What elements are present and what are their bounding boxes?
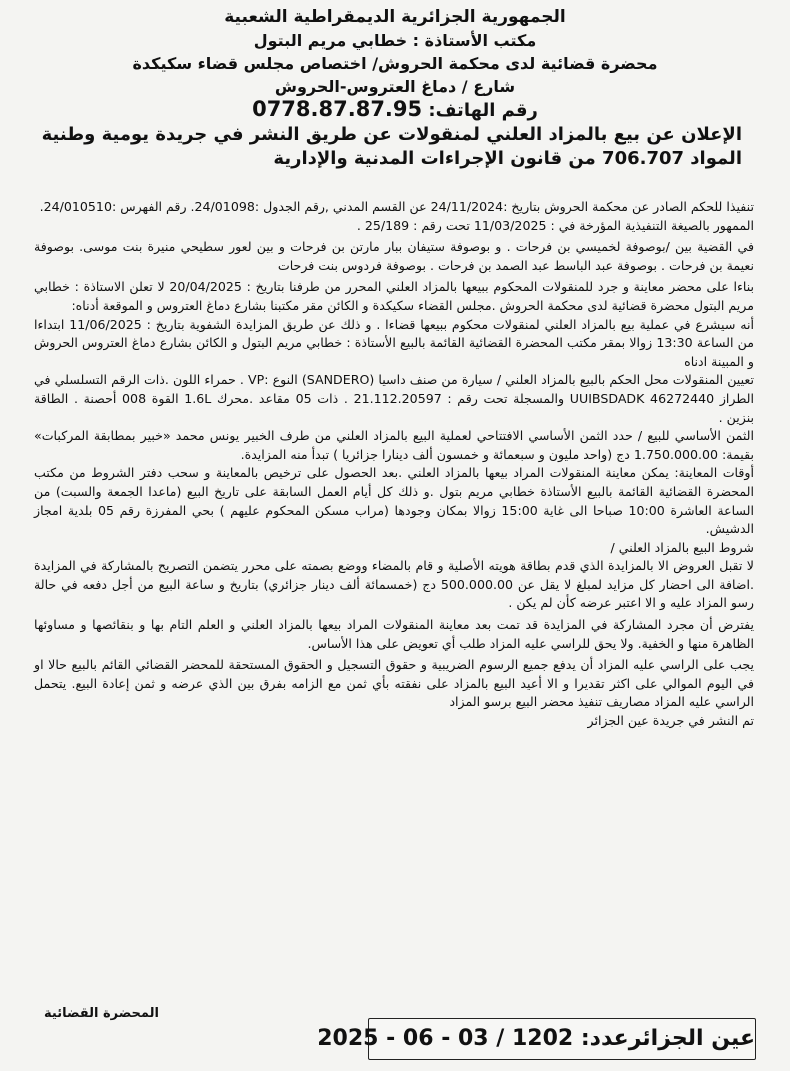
paragraph-parties: في القضية بين /بوصوفة لخميسي بن فرحات . و بوصوفة ستيفان ببار مارتن بن فرحات و بين لعور سطيحي منيرة بنت موسى. بوصوفة نعيمة بن فرحات . بوصوفة عبد الباسط عبد الصمد بن فرحات . بوصوفة فردوس بنت فرحات xyxy=(34,239,754,273)
bailiff-signature: المحضرة القضائية xyxy=(44,1006,159,1021)
notice-body xyxy=(34,198,754,731)
street-address: شارع / دماغ العتروس-الحروش xyxy=(274,77,516,96)
paragraph-vehicle: تعيين المنقولات محل الحكم بالبيع بالمزاد العلني / سيارة من صنف داسيا (SANDERO) النوع :VP . حمراء اللون .ذات الرقم التسلسلي في الطراز UUIBSDADK 46272440 والمسجلة تحت رقم : 21.112.20597 . ذات 05 مقاعد .محرك 1.6L القوة 008 أحصنة . الطاقة بنزين . xyxy=(34,372,755,425)
notice-header xyxy=(0,0,790,122)
paragraph-fees: يجب على الراسي عليه المزاد أن يدفع جميع الرسوم الضريبية و حقوق التسجيل و الحقوق المستحقة للمحضر القضائي القائم بالبيع حالا او في اليوم الموالي على اكثر تقديرا و الا أعيد البيع بالمزاد على نفقته بأي ثمن مع الزامه بفرق بين الذي عرضه و ثمن إعادة البيع. يتحمل الراسي عليه المزاد مصاريف تنفيذ محضر البيع برسو المزاد xyxy=(34,657,754,710)
paragraph-conditions-heading: شروط البيع بالمزاد العلني / xyxy=(610,539,754,555)
paragraph-bids: لا تقبل العروض الا بالمزايدة الذي قدم بطاقة هويته الأصلية و قام بالمضاء ووضع بصمته على محرر يتضمن التصريح بالمشاركة في المزايدة .اضافة الى احضار كل مزايد لمبلغ لا يقل عن 500.000.00 دج (خمسمائة ألف دينار جزائري) بتاريخ و ساعة البيع من أجل دفعه في حالة رسو المزاد عليه و الا اعتبر عرضه كأن لم يكن . xyxy=(34,558,755,611)
paragraph-publication: تم النشر في جريدة عين الجزائر xyxy=(587,713,754,729)
republic-name: الجمهورية الجزائرية الديمقراطية الشعبية xyxy=(224,7,566,27)
notice-title: الإعلان عن بيع بالمزاد العلني لمنقولات عن طريق النشر في جريدة يومية وطنية xyxy=(41,124,742,145)
phone-line xyxy=(0,98,790,122)
paragraph-judgment: تنفيذا للحكم الصادر عن محكمة الحروش بتاريخ :24/11/2024 عن القسم المدني ,رقم الجدول :24/01098. رقم الفهرس :24/010510. xyxy=(39,199,754,214)
office-name: مكتب الأستاذة : خطابي مريم البتول xyxy=(253,31,537,50)
notice-subtitle: المواد 706.707 من قانون الإجراءات المدنية والإدارية xyxy=(273,148,742,169)
paragraph-inspection: أوقات المعاينة: يمكن معاينة المنقولات المراد بيعها بالمزاد العلني .بعد الحصول على ترخيص بالمعاينة و سحب دفتر الشروط من مكتب المحضرة القضائية القائمة بالبيع الأستاذة خطابي مريم بتول .و ذلك كل أيام العمل السابقة على تاريخ البيع (ماعدا الجمعة والسبت) من الساعة العاشرة 10:00 صباحا الى غاية 15:00 زوالا بمكان وجودها (مراب مسكن المحكوم عليهم ) بحي المفرزة رقم 05 بلدية امجاز الدشيش. xyxy=(34,465,754,537)
paragraph-executory: الممهور بالصيغة التنفيذية المؤرخة في : 11/03/2025 تحت رقم : 25/189 . xyxy=(356,217,754,233)
paragraph-base-price: الثمن الأساسي للبيع / حدد الثمن الأساسي الافتتاحي لعملية البيع بالمزاد العلني من طرف الخبير يونس محمد «خبير بمطابقة المركبات» بقيمة: 1.750.000.00 دج (واحد مليون و سبعمائة و خمسون ألف دينارا جزائريا ) تبدأ منه المزايدة. xyxy=(34,428,754,462)
paragraph-inventory: بناءا على محضر معاينة و جرد للمنقولات المحكوم ببيعها بالمزاد العلني المحرر من طرفنا بتاريخ : 20/04/2025 لا تعلن الاستاذة : خطابي مريم البتول محضرة قضائية لدى محكمة الحروش .مجلس القضاء سكيكدة و الكائن مقر مكتبنا بشارع دماغ العتروس و الموقعة أدناه: xyxy=(34,279,755,313)
paragraph-participation: يفترض أن مجرد المشاركة في المزايدة قد تمت بعد معاينة المنقولات المراد بيعها بالمزاد العلني و العلم التام بها و بنقائصها و مساوئها الظاهرة منها و الخفية. ولا يحق للراسي عليه المزاد طلب أي تعويض على هذا الأساس. xyxy=(34,617,754,651)
phone-number: 0778.87.87.95 xyxy=(252,97,423,121)
paragraph-auction-date: أنه سيشرع في عملية بيع بالمزاد العلني لمنقولات محكوم ببيعها قضاءا . و ذلك عن طريق المزايدة الشفوية بتاريخ : 11/06/2025 ابتداءا من الساعة 13:30 زوالا بمقر مكتب المحضرة القضائية القائمة بالبيع الأستاذة : خطابي مريم البتول و الكائن بشارع دماغ العتروس الحروش و المبينة ادناه xyxy=(34,316,754,369)
court-info: محضرة قضائية لدى محكمة الحروش/ اختصاص مجلس قضاء سكيكدة xyxy=(132,54,658,73)
newspaper-issue-box: عين الجزائرعدد: 1202 / 03 - 06 - 2025 xyxy=(368,1018,756,1060)
phone-label: رقم الهاتف: xyxy=(428,100,538,121)
